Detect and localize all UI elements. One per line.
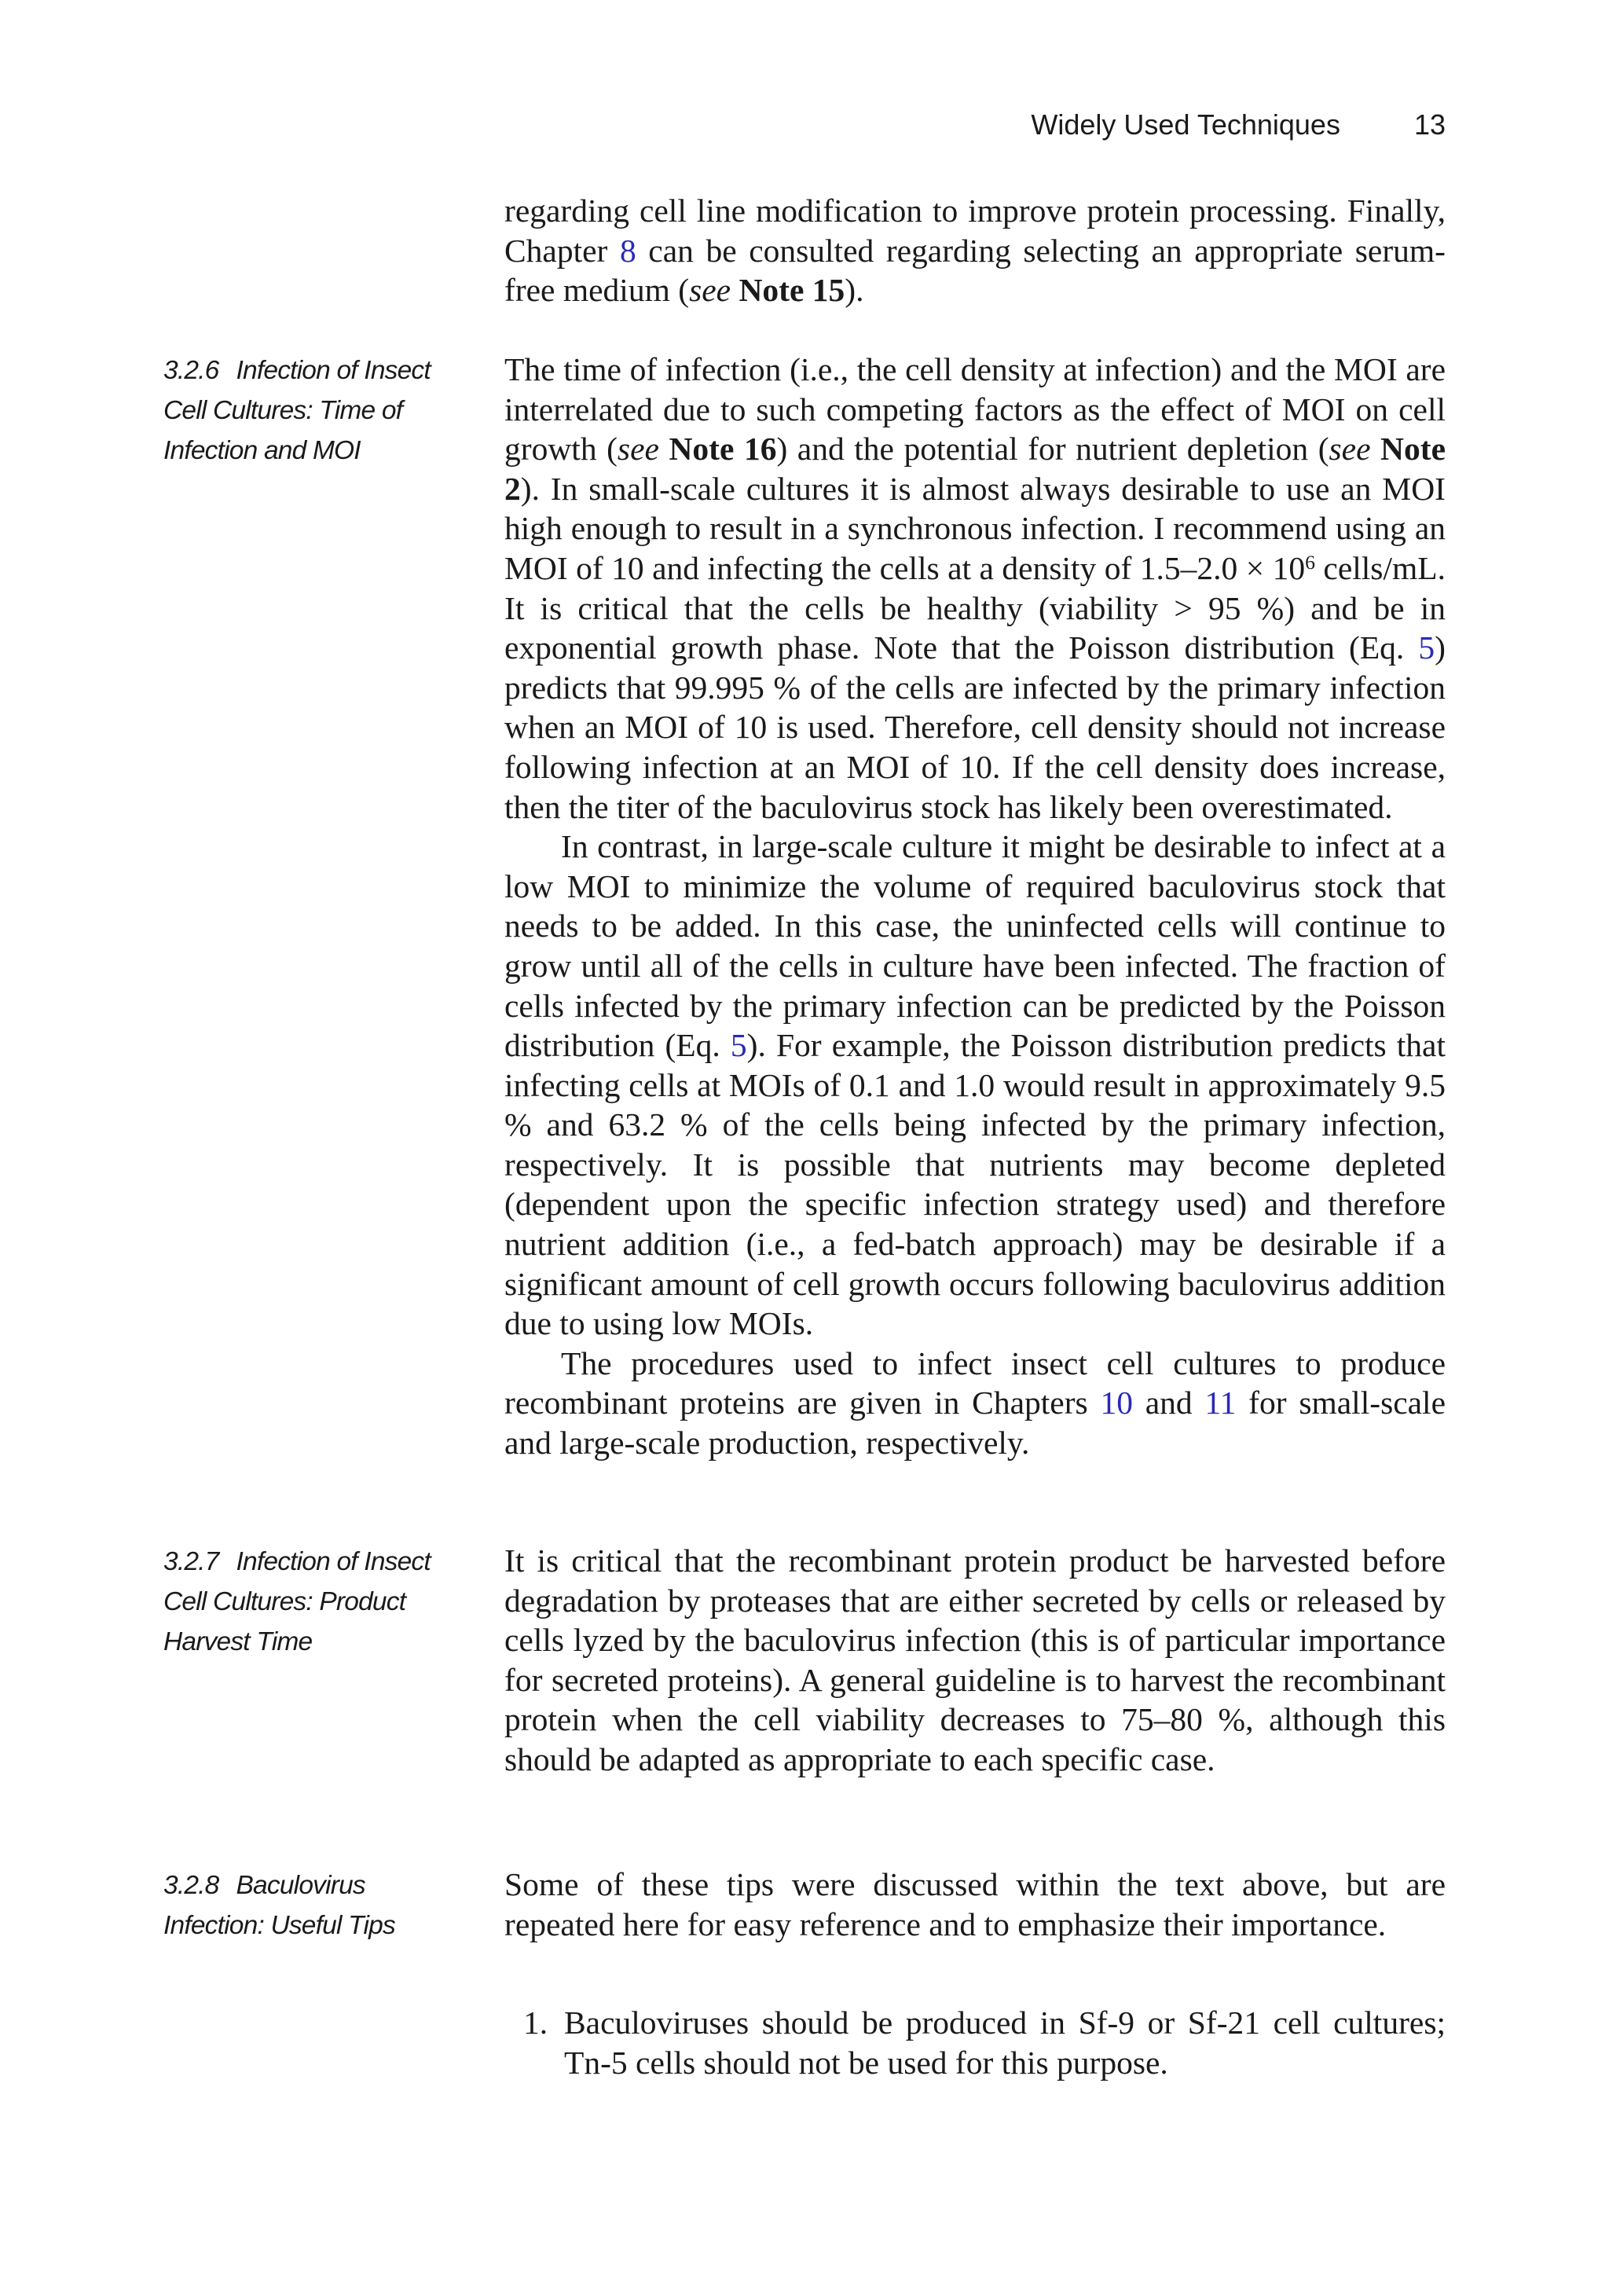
continuation-paragraph: regarding cell line modification to improve protein processing. Finally, Chapter 8 can be consulted regarding selecting an appropriate serum-free medium (see Note 15). bbox=[504, 193, 1446, 309]
list-item-text: Baculoviruses should be produced in Sf-9 or Sf-21 cell cultures; Tn-5 cells should not be used for this purpose. bbox=[564, 2004, 1446, 2081]
paragraph: The procedures used to infect insect cell cultures to produce recombinant proteins are given in Chapters 10 and 11 for small-scale and large-scale production, respectively. bbox=[504, 1344, 1446, 1462]
section-title: Infection of Insect Cell Cultures: Product Harvest Time bbox=[163, 1547, 431, 1656]
running-title: Widely Used Techniques bbox=[1031, 108, 1340, 141]
section-number: 3.2.6 bbox=[163, 356, 219, 385]
running-head bbox=[864, 108, 1446, 141]
note-2-ref: Note 2 bbox=[504, 431, 1446, 507]
paragraph: Some of these tips were discussed within the text above, but are repeated here for easy reference and to emphasize their importance. bbox=[504, 1866, 1446, 1942]
note-16-ref: Note 16 bbox=[669, 431, 777, 468]
section-3-2-7-heading bbox=[163, 1542, 470, 1662]
paragraph: The time of infection (i.e., the cell density at infection) and the MOI are interrelated due to such competing factors as the effect of MOI on cell growth (see Note 16) and the potential for nutrient depletion (see Note 2). In small-scale cultures it is almost always desirable to use an MOI high enough to result in a synchronous infection. I recommend using an MOI of 10 and infecting the cells at a density of $1.5-2.0 \times 10^6$ cells/mL. It is critical that the cells be healthy (viability > 95 %) and be in exponential growth phase. Note that the Poisson distribution (Eq. 5) predicts that 99.995 % of the cells are infected by the primary infection when an MOI of 10 is used. Therefore, cell density should not increase following infection at an MOI of 10. If the cell density does increase, then the titer of the baculovirus stock has likely been overestimated. bbox=[504, 351, 1446, 825]
continuation-paragraph-block bbox=[504, 191, 1446, 310]
section-3-2-6-heading bbox=[163, 350, 470, 471]
section-number: 3.2.7 bbox=[163, 1547, 219, 1576]
paragraph: It is critical that the recombinant protein product be harvested before degradation by proteases that are either secreted by cells or released by cells lyzed by the baculovirus infection (this is of particular importance for secreted proteins). A general guideline is to harvest the recombinant protein when the cell viability decreases to 75–80 %, although this should be adapted as appropriate to each specific case. bbox=[504, 1542, 1446, 1777]
section-3-2-7-body bbox=[504, 1541, 1446, 1780]
paragraph: In contrast, in large-scale culture it might be desirable to infect at a low MOI to minimize the volume of required baculovirus stock that needs to be added. In this case, the uninfected cells will continue to grow until all of the cells in culture have been infected. The fraction of cells infected by the primary infection can be predicted by the Poisson distribution (Eq. 5). For example, the Poisson distribution predicts that infecting cells at MOIs of 0.1 and 1.0 would result in approximately 9.5 % and 63.2 % of the cells being infected by the primary infection, respectively. It is possible that nutrients may become depleted (dependent upon the specific infection strategy used) and therefore nutrient addition (i.e., a fed-batch approach) may be desirable if a significant amount of cell growth occurs following baculovirus addition due to using low MOIs. bbox=[504, 828, 1446, 1342]
section-3-2-6-body bbox=[504, 350, 1446, 1463]
chapter-8-link[interactable]: 8 bbox=[619, 232, 636, 269]
equation-5-link[interactable]: 5 bbox=[1418, 629, 1435, 666]
note-15-ref: Note 15 bbox=[739, 272, 845, 309]
section-title: Baculovirus Infection: Useful Tips bbox=[163, 1871, 395, 1940]
section-title: Infection of Insect Cell Cultures: Time of Infection and MOI bbox=[163, 356, 431, 465]
list-item-number: 1. bbox=[523, 2004, 548, 2041]
list-item bbox=[523, 2003, 1446, 2082]
chapter-10-link[interactable]: 10 bbox=[1100, 1385, 1133, 1421]
section-3-2-8-body bbox=[504, 1865, 1446, 1944]
section-3-2-8-heading bbox=[163, 1865, 470, 1946]
chapter-11-link[interactable]: 11 bbox=[1204, 1385, 1237, 1421]
equation-5-link[interactable]: 5 bbox=[730, 1027, 747, 1064]
page-number: 13 bbox=[1413, 108, 1446, 141]
section-number: 3.2.8 bbox=[163, 1871, 219, 1900]
